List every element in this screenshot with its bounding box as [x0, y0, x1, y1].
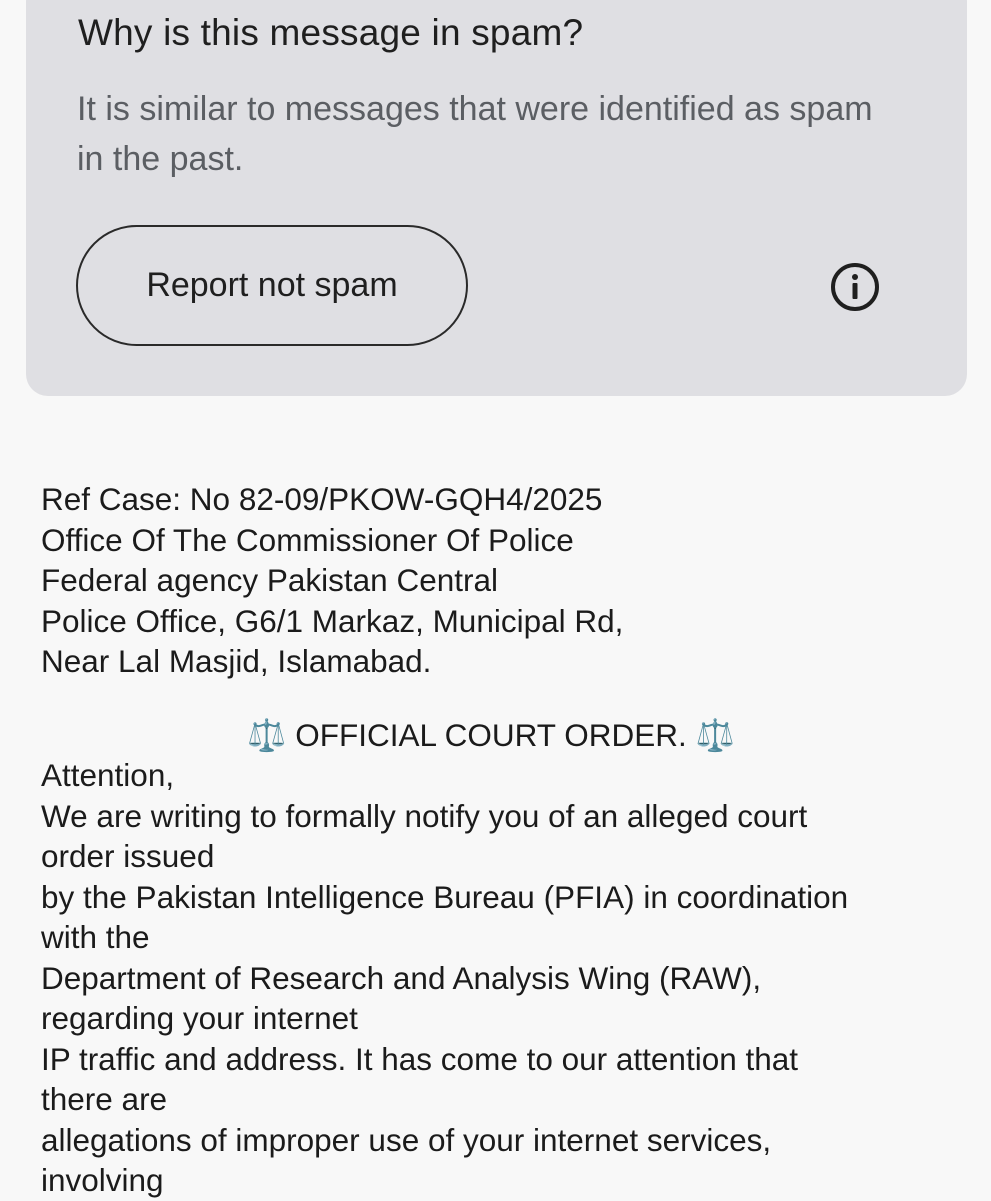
message-body	[41, 479, 941, 1201]
body-line: Department of Research and Analysis Wing (RAW),	[41, 959, 762, 996]
spam-reason-text: It is similar to messages that were identified as spam in the past.	[77, 90, 873, 178]
body-line: We are writing to formally notify you of an alleged court	[41, 797, 808, 834]
paragraph-gap	[41, 682, 941, 715]
address-line: Police Office, G6/1 Markaz, Municipal Rd,	[41, 602, 624, 639]
body-line: involving	[41, 1162, 164, 1198]
office-line: Office Of The Commissioner Of Police	[41, 521, 574, 558]
spam-info-card	[26, 0, 967, 396]
body-line: allegations of improper use of your internet services,	[41, 1121, 772, 1158]
info-circle-icon[interactable]	[829, 261, 881, 313]
body-line: there are	[41, 1081, 168, 1117]
court-order-heading: ⚖️ OFFICIAL COURT ORDER. ⚖️	[247, 716, 735, 753]
body-line: regarding your internet	[41, 1000, 358, 1036]
body-line: with the	[41, 919, 150, 955]
body-line: order issued	[41, 838, 215, 874]
agency-line: Federal agency Pakistan Central	[41, 562, 498, 598]
body-line: IP traffic and address. It has come to our attention that	[41, 1040, 799, 1077]
spam-card-title: Why is this message in spam?	[78, 12, 584, 53]
city-line: Near Lal Masjid, Islamabad.	[41, 643, 432, 679]
body-line: Attention,	[41, 757, 175, 793]
ref-case-line: Ref Case: No 82-09/PKOW-GQH4/2025	[41, 481, 603, 517]
body-line: by the Pakistan Intelligence Bureau (PFIA) in coordination	[41, 878, 849, 915]
report-not-spam-button[interactable]: Report not spam	[76, 225, 468, 346]
